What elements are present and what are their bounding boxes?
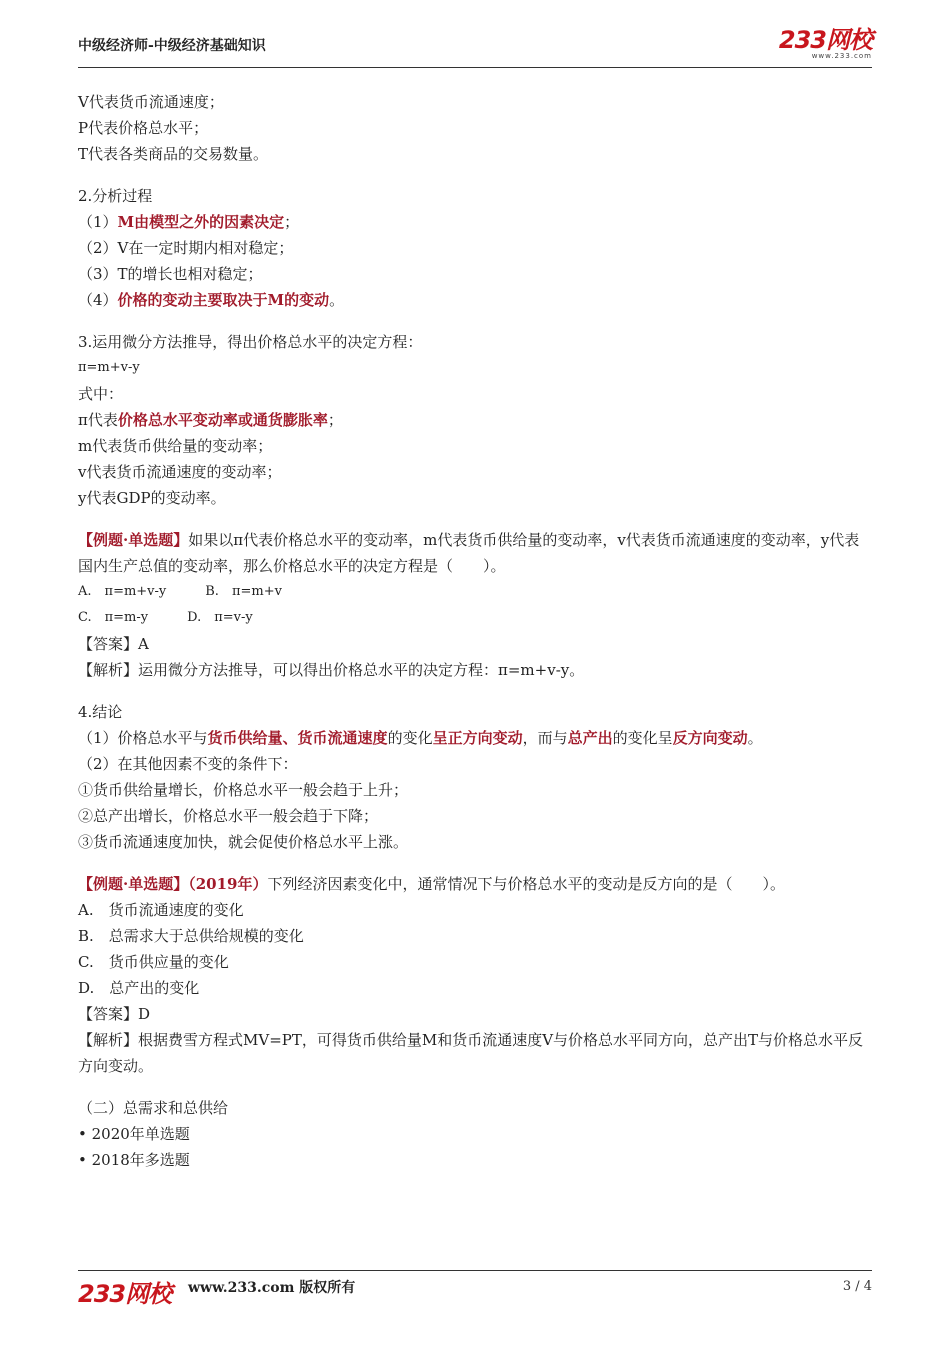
question-text: 如果以π代表价格总水平的变动率，m代表货币供给量的变动率，v代表货币流通速度的变动率，y代表国内生产总值的变动率，那么价格总水平的决定方程是（ ）。 [78, 531, 860, 575]
definition-prefix: π代表 [78, 411, 118, 429]
where-label: 式中： [78, 385, 124, 403]
option: D. 总产出的变化 [78, 979, 200, 997]
options-row: A. π=m+v-y B. π=m+v [78, 584, 282, 599]
definition-line [78, 407, 873, 433]
logo-text: 233网校 [778, 26, 872, 54]
example-tag: 【例题·单选题】 [78, 531, 189, 549]
answer: 【答案】A [78, 635, 149, 653]
answer: 【答案】D [78, 1005, 151, 1023]
highlight-text: M由模型之外的因素决定 [117, 213, 285, 231]
list-item [78, 209, 873, 235]
footer-divider [78, 1270, 872, 1271]
text: ，而与 [522, 729, 568, 747]
conclusion-line [78, 725, 873, 751]
highlight-text: 货币供给量、货币流通速度 [207, 729, 388, 747]
text: 的变化 [387, 729, 433, 747]
intro-line: V代表货币流通速度； [78, 93, 224, 111]
point-line: ③货币流通速度加快，就会促使价格总水平上涨。 [78, 833, 409, 851]
intro-line: T代表各类商品的交易数量。 [78, 145, 269, 163]
highlight-text: 总产出 [567, 729, 613, 747]
header-logo [779, 28, 872, 60]
example-question [78, 871, 873, 897]
footer-copyright: www.233.com 版权所有 [188, 1280, 356, 1296]
bullet-item: • 2020年单选题 [78, 1125, 190, 1143]
highlight-text: 反方向变动 [672, 729, 748, 747]
header-title: 中级经济师-中级经济基础知识 [78, 38, 266, 54]
options-row: C. π=m-y D. π=v-y [78, 610, 253, 625]
logo-url: www.233.com [811, 52, 872, 60]
analysis: 【解析】运用微分方法推导，可以得出价格总水平的决定方程：π=m+v-y。 [78, 661, 585, 679]
point-line: ①货币供给量增长，价格总水平一般会趋于上升； [78, 781, 409, 799]
footer-logo: 233网校 [78, 1280, 172, 1308]
section-heading: 2.分析过程 [78, 187, 153, 205]
analysis: 【解析】根据费雪方程式MV=PT，可得货币供给量M和货币流通速度V与价格总水平同方向，总产出T与价格总水平反方向变动。 [78, 1031, 864, 1075]
item-suffix: 。 [329, 291, 345, 309]
question-text: 下列经济因素变化中，通常情况下与价格总水平的变动是反方向的是（ ）。 [267, 875, 785, 893]
item-number: （1） [78, 213, 118, 231]
text: （1）价格总水平与 [78, 729, 208, 747]
header-divider [78, 67, 872, 68]
list-item [78, 287, 873, 313]
list-item: （3）T的增长也相对稳定； [78, 265, 263, 283]
option: B. 总需求大于总供给规模的变化 [78, 927, 304, 945]
section-heading: 3.运用微分方法推导，得出价格总水平的决定方程： [78, 333, 423, 351]
formula: π=m+v-y [78, 360, 140, 375]
point-line: ②总产出增长，价格总水平一般会趋于下降； [78, 807, 379, 825]
item-number: （4） [78, 291, 118, 309]
text: 。 [747, 729, 763, 747]
section-heading: 4.结论 [78, 703, 123, 721]
item-suffix: ； [284, 213, 300, 231]
section-heading: （二）总需求和总供给 [78, 1099, 229, 1117]
content [78, 89, 873, 1173]
option: A. 货币流通速度的变化 [78, 901, 244, 919]
intro-line: P代表价格总水平； [78, 119, 209, 137]
page-number: 3 / 4 [842, 1279, 872, 1294]
highlight-text: 价格的变动主要取决于M的变动 [117, 291, 330, 309]
option: C. 货币供应量的变化 [78, 953, 229, 971]
list-item: （2）V在一定时期内相对稳定； [78, 239, 294, 257]
definition-line: v代表货币流通速度的变动率； [78, 463, 282, 481]
conclusion-line: （2）在其他因素不变的条件下： [78, 755, 298, 773]
example-tag: 【例题·单选题】（2019年） [78, 875, 268, 893]
example-question [78, 527, 873, 579]
text: 的变化呈 [612, 729, 673, 747]
highlight-text: 价格总水平变动率或通货膨胀率 [117, 411, 328, 429]
definition-line: y代表GDP的变动率。 [78, 489, 226, 507]
highlight-text: 呈正方向变动 [432, 729, 523, 747]
definition-line: m代表货币供给量的变动率； [78, 437, 273, 455]
bullet-item: • 2018年多选题 [78, 1151, 190, 1169]
definition-suffix: ； [327, 411, 343, 429]
